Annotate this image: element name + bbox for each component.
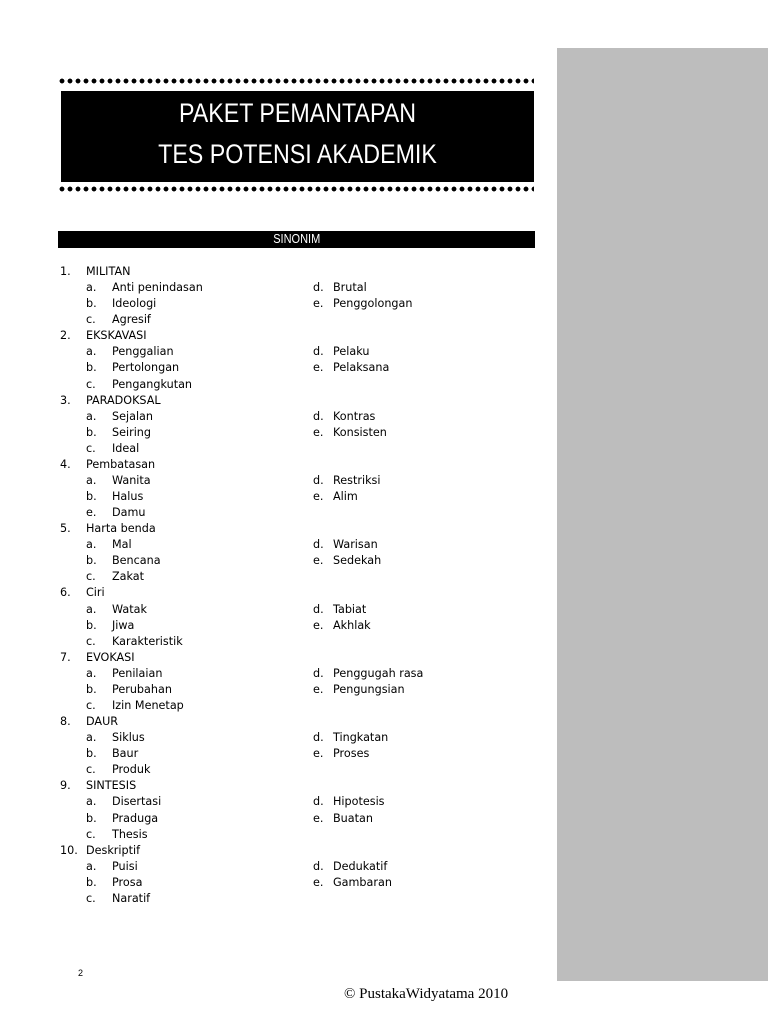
question-word: EKSKAVASI [86, 329, 147, 343]
answer-option [86, 698, 184, 714]
question-item [0, 714, 557, 778]
answer-option [86, 553, 161, 569]
option-text: Brutal [333, 281, 367, 295]
dotted-divider-bottom [58, 186, 534, 192]
answer-option [313, 489, 358, 505]
answer-option [86, 762, 150, 778]
option-letter: d. [313, 281, 324, 295]
question-number: 4. [60, 457, 71, 471]
option-text: Produk [112, 763, 151, 777]
option-letter: d. [313, 473, 324, 487]
answer-option [313, 409, 375, 425]
option-letter: b. [86, 554, 97, 568]
option-letter: a. [86, 666, 97, 680]
option-letter: a. [86, 538, 97, 552]
question-item [0, 393, 557, 457]
answer-option [86, 682, 172, 698]
section-header [58, 231, 535, 248]
option-letter: e. [313, 618, 324, 632]
answer-option [313, 618, 371, 634]
option-letter: c. [86, 699, 96, 713]
title-banner [61, 91, 534, 182]
option-letter: b. [86, 361, 97, 375]
option-text: Tingkatan [333, 731, 389, 745]
option-letter: e. [313, 361, 324, 375]
answer-option [86, 811, 158, 827]
answer-option [313, 425, 387, 441]
option-text: Praduga [112, 811, 159, 825]
option-text: Perubahan [112, 682, 172, 696]
answer-option [313, 280, 367, 296]
option-letter: e. [313, 682, 324, 696]
option-letter: a. [86, 345, 97, 359]
answer-option [313, 602, 366, 618]
answer-option [86, 296, 156, 312]
option-text: Baur [112, 747, 139, 761]
option-text: Penilaian [112, 666, 163, 680]
option-letter: d. [313, 795, 324, 809]
option-letter: c. [86, 891, 96, 905]
answer-option [86, 875, 142, 891]
option-letter: b. [86, 618, 97, 632]
option-text: Sejalan [112, 409, 154, 423]
answer-option [313, 682, 405, 698]
option-text: Jiwa [112, 618, 135, 632]
answer-option [86, 537, 132, 553]
option-text: Pelaksana [333, 361, 390, 375]
question-word: SINTESIS [86, 779, 137, 793]
option-letter: a. [86, 281, 97, 295]
option-text: Akhlak [333, 618, 371, 632]
answer-option [313, 746, 369, 762]
answer-option [313, 344, 369, 360]
option-letter: a. [86, 795, 97, 809]
option-text: Naratif [112, 891, 151, 905]
option-text: Anti penindasan [112, 281, 203, 295]
answer-option [86, 409, 153, 425]
answer-option [86, 602, 147, 618]
question-item [0, 457, 557, 521]
answer-option [313, 537, 378, 553]
option-letter: e. [313, 875, 324, 889]
answer-option [86, 505, 145, 521]
answer-option [86, 827, 148, 843]
option-text: Alim [333, 490, 358, 504]
section-title: SINONIM [272, 232, 321, 246]
answer-option [86, 730, 145, 746]
question-item [0, 521, 557, 585]
question-number: 8. [60, 715, 71, 729]
option-letter: b. [86, 682, 97, 696]
question-number: 10. [60, 843, 78, 857]
option-letter: d. [313, 666, 324, 680]
option-letter: d. [313, 345, 324, 359]
question-word: Pembatasan [86, 457, 156, 471]
answer-option [313, 875, 392, 891]
question-number: 6. [60, 586, 71, 600]
question-number: 7. [60, 650, 71, 664]
option-text: Ideal [112, 441, 140, 455]
option-letter: b. [86, 490, 97, 504]
answer-option [86, 859, 138, 875]
option-letter: c. [86, 313, 96, 327]
question-word: MILITAN [86, 265, 131, 278]
answer-option [313, 296, 412, 312]
option-letter: e. [313, 554, 324, 568]
option-letter: d. [313, 409, 324, 423]
option-letter: c. [86, 763, 96, 777]
question-item [0, 328, 557, 392]
option-text: Karakteristik [112, 634, 183, 648]
option-text: Hipotesis [333, 795, 385, 809]
answer-option [313, 553, 381, 569]
answer-option [86, 794, 161, 810]
answer-option [86, 377, 192, 393]
option-text: Mal [112, 538, 132, 552]
option-text: Ideologi [112, 297, 157, 311]
question-number: 5. [60, 522, 71, 536]
option-text: Pelaku [333, 345, 370, 359]
option-text: Pertolongan [112, 361, 180, 375]
option-letter: d. [313, 538, 324, 552]
option-text: Pengangkutan [112, 377, 193, 391]
answer-option [313, 859, 387, 875]
question-item [0, 778, 557, 842]
option-text: Kontras [333, 409, 376, 423]
option-text: Tabiat [333, 602, 367, 616]
question-item [0, 585, 557, 649]
question-number: 9. [60, 779, 71, 793]
question-item [0, 264, 557, 328]
option-letter: b. [86, 875, 97, 889]
option-letter: a. [86, 731, 97, 745]
option-text: Zakat [112, 570, 145, 584]
option-text: Warisan [333, 538, 378, 552]
option-text: Puisi [112, 859, 138, 873]
answer-option [86, 344, 174, 360]
answer-option [86, 489, 143, 505]
option-text: Dedukatif [333, 859, 388, 873]
option-text: Siklus [112, 731, 145, 745]
option-text: Disertasi [112, 795, 162, 809]
option-text: Penggalian [112, 345, 174, 359]
question-number: 2. [60, 329, 71, 343]
answer-option [313, 666, 423, 682]
option-letter: d. [313, 602, 324, 616]
answer-option [86, 634, 183, 650]
option-text: Wanita [112, 473, 151, 487]
option-text: Damu [112, 506, 146, 520]
option-letter: c. [86, 827, 96, 841]
page-number: 2 [78, 968, 84, 978]
option-text: Buatan [333, 811, 373, 825]
answer-option [86, 746, 138, 762]
option-letter: e. [313, 811, 324, 825]
option-text: Sedekah [333, 554, 382, 568]
option-letter: e. [313, 747, 324, 761]
option-text: Konsisten [333, 425, 387, 439]
option-letter: b. [86, 747, 97, 761]
answer-option [313, 360, 389, 376]
option-letter: b. [86, 811, 97, 825]
side-panel [557, 48, 768, 981]
option-text: Prosa [112, 875, 143, 889]
option-letter: d. [313, 859, 324, 873]
answer-option [86, 891, 150, 907]
option-text: Penggugah rasa [333, 666, 424, 680]
option-text: Proses [333, 747, 370, 761]
question-word: Harta benda [86, 522, 156, 536]
question-word: Ciri [86, 586, 105, 600]
question-word: PARADOKSAL [86, 393, 161, 407]
answer-option [86, 280, 203, 296]
option-letter: a. [86, 473, 97, 487]
option-text: Izin Menetap [112, 699, 184, 713]
answer-option [86, 569, 144, 585]
option-letter: c. [86, 377, 96, 391]
option-letter: b. [86, 297, 97, 311]
copyright-notice: © PustakaWidyatama 2010 [344, 986, 509, 1002]
answer-option [86, 360, 179, 376]
question-word: DAUR [86, 715, 119, 729]
option-letter: b. [86, 425, 97, 439]
answer-option [86, 666, 162, 682]
question-list [0, 264, 557, 907]
title-line-2: TES POTENSI AKADEMIK [158, 139, 437, 169]
answer-option [313, 730, 388, 746]
option-text: Watak [112, 602, 147, 616]
answer-option [313, 794, 385, 810]
option-letter: c. [86, 570, 96, 584]
dotted-divider-top [58, 78, 534, 84]
question-item [0, 650, 557, 714]
answer-option [86, 441, 139, 457]
option-letter: e. [86, 506, 97, 520]
option-text: Gambaran [333, 875, 392, 889]
option-letter: a. [86, 859, 97, 873]
title-line-1: PAKET PEMANTAPAN [178, 98, 416, 128]
option-letter: e. [313, 425, 324, 439]
option-text: Pengungsian [333, 682, 405, 696]
question-number: 1. [60, 265, 71, 278]
answer-option [313, 811, 373, 827]
option-letter: a. [86, 409, 97, 423]
answer-option [86, 618, 134, 634]
option-text: Halus [112, 490, 144, 504]
question-word: Deskriptif [86, 843, 141, 857]
option-letter: a. [86, 602, 97, 616]
question-number: 3. [60, 393, 71, 407]
option-text: Thesis [112, 827, 148, 841]
option-letter: c. [86, 441, 96, 455]
option-letter: e. [313, 297, 324, 311]
option-letter: e. [313, 490, 324, 504]
question-word: EVOKASI [86, 650, 135, 664]
option-text: Agresif [112, 313, 151, 327]
option-text: Bencana [112, 554, 161, 568]
option-letter: d. [313, 731, 324, 745]
answer-option [313, 473, 381, 489]
answer-option [86, 312, 151, 328]
answer-option [86, 473, 151, 489]
option-text: Restriksi [333, 473, 381, 487]
answer-option [86, 425, 151, 441]
question-item [0, 843, 557, 907]
option-text: Penggolongan [333, 297, 413, 311]
option-letter: c. [86, 634, 96, 648]
option-text: Seiring [112, 425, 151, 439]
